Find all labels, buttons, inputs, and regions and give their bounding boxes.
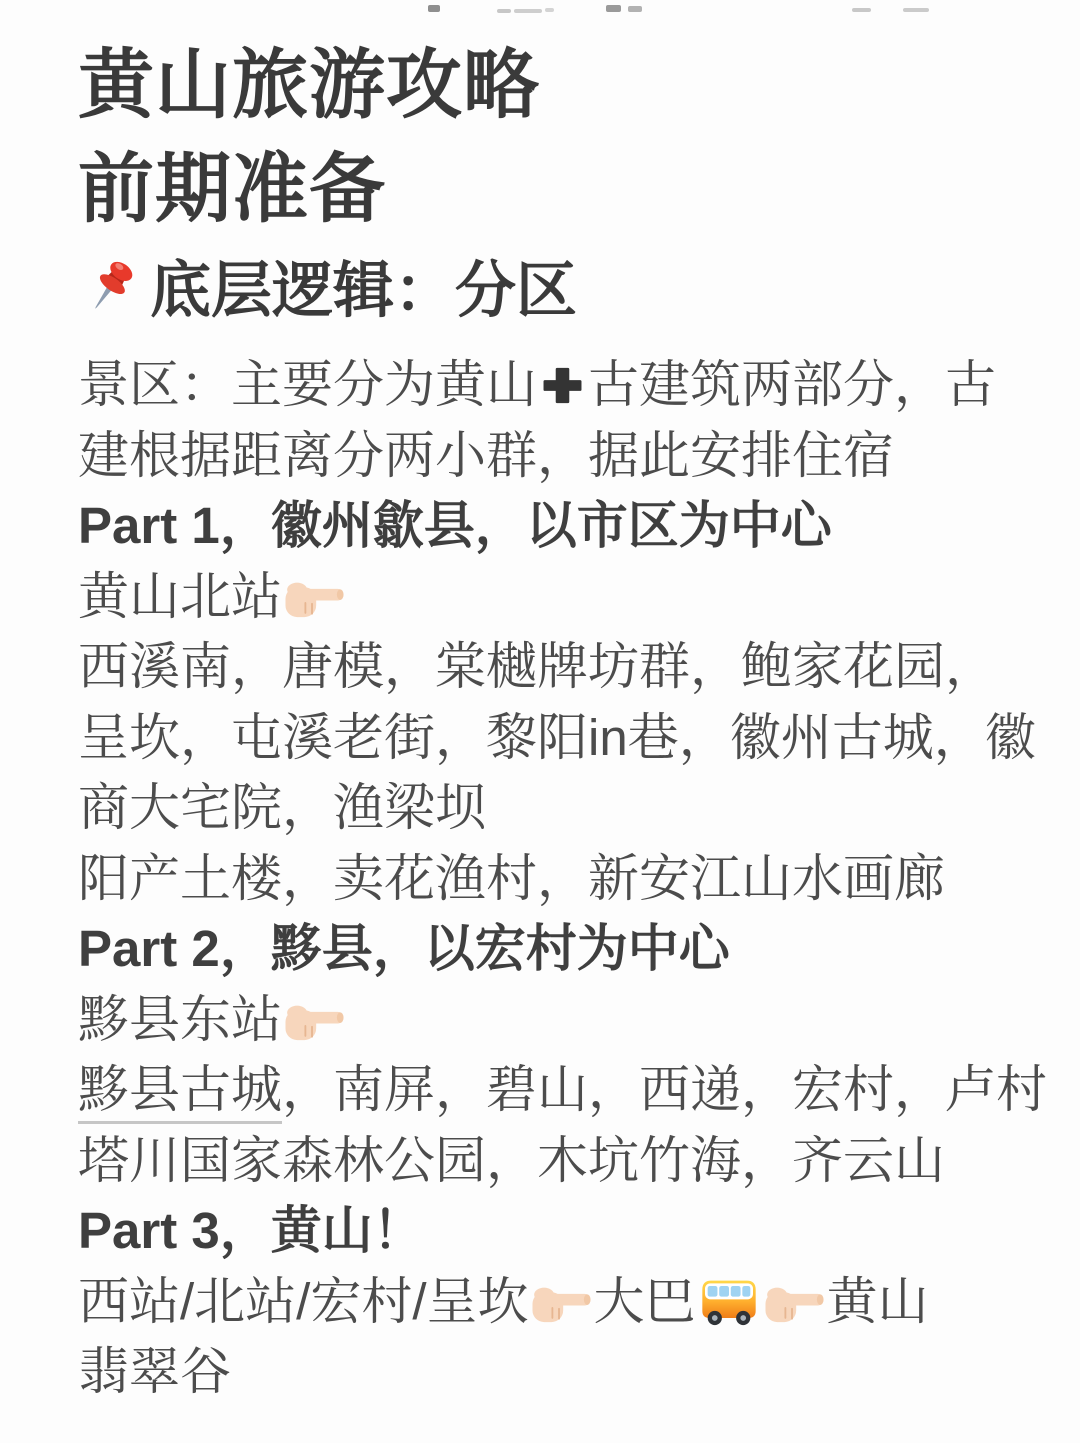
part3-route-from: 西站/北站/宏村/呈坎 [78, 1272, 529, 1330]
part1-extra-spots-line: 阳产土楼，卖花渔村，新安江山水画廊 [78, 849, 946, 907]
point-right-icon [282, 996, 347, 1046]
title-line-1: 黄山旅游攻略 [78, 43, 540, 128]
part1-spots-line-2: 呈坎，屯溪老街，黎阳in巷，徽州古城，徽 [78, 708, 1036, 766]
cropped-text-remnant [514, 9, 542, 13]
cropped-text-remnant [606, 5, 621, 12]
part2-spots-line-1 [78, 1055, 1060, 1126]
part1-station-text: 黄山北站 [78, 567, 283, 625]
underlined-place-name: 黟县古城 [78, 1061, 282, 1124]
part3-route-to: 黄山 [826, 1272, 929, 1330]
cropped-text-remnant [628, 6, 642, 12]
part1-spots-line-3: 商大宅院，渔梁坝 [78, 779, 487, 836]
part3-last-line: 翡翠谷 [78, 1343, 232, 1400]
part2-spots-line-1-rest: ，南屏，碧山，西递，宏村，卢村 [282, 1061, 1048, 1118]
part2-station-line [78, 985, 1060, 1056]
section-heading-text: 底层逻辑：分区 [150, 256, 578, 324]
heavy-plus-icon [537, 362, 588, 409]
intro-line-1 [78, 350, 1060, 421]
cropped-text-remnant [545, 8, 554, 12]
part3-heading: Part 3，黄山！ [78, 1202, 424, 1259]
intro-line-2: 建根据距离分两小群，据此安排住宿 [78, 426, 895, 484]
point-right-icon [529, 1278, 594, 1328]
point-right-icon [762, 1278, 827, 1328]
cropped-text-remnant [428, 5, 440, 12]
part2-spots-line-2: 塔川国家森林公园，木坑竹海，齐云山 [78, 1131, 946, 1189]
note-body [78, 350, 1060, 1408]
part2-heading: Part 2，黟县，以宏村为中心 [78, 920, 730, 977]
bus-icon [696, 1275, 762, 1329]
part3-route-line [78, 1267, 1060, 1338]
cropped-text-remnant [903, 8, 929, 12]
section-heading [78, 254, 1060, 326]
part1-heading: Part 1，徽州歙县，以市区为中心 [78, 497, 832, 554]
title-line-2: 前期准备 [78, 147, 386, 232]
part1-spots-line-1: 西溪南，唐模，棠樾牌坊群，鲍家花园， [78, 638, 997, 695]
cropped-text-remnant [497, 9, 511, 13]
part2-station-text: 黟县东站 [78, 990, 283, 1048]
part1-station-line [78, 562, 1060, 633]
part3-route-via: 大巴 [593, 1272, 696, 1330]
point-right-icon [282, 573, 347, 623]
intro-text-before-plus: 景区：主要分为黄山 [78, 356, 538, 413]
page-title [78, 34, 1060, 242]
intro-text-after-plus: 古建筑两部分，古 [588, 356, 997, 413]
pushpin-icon [78, 257, 144, 323]
cropped-text-remnant [852, 8, 871, 12]
